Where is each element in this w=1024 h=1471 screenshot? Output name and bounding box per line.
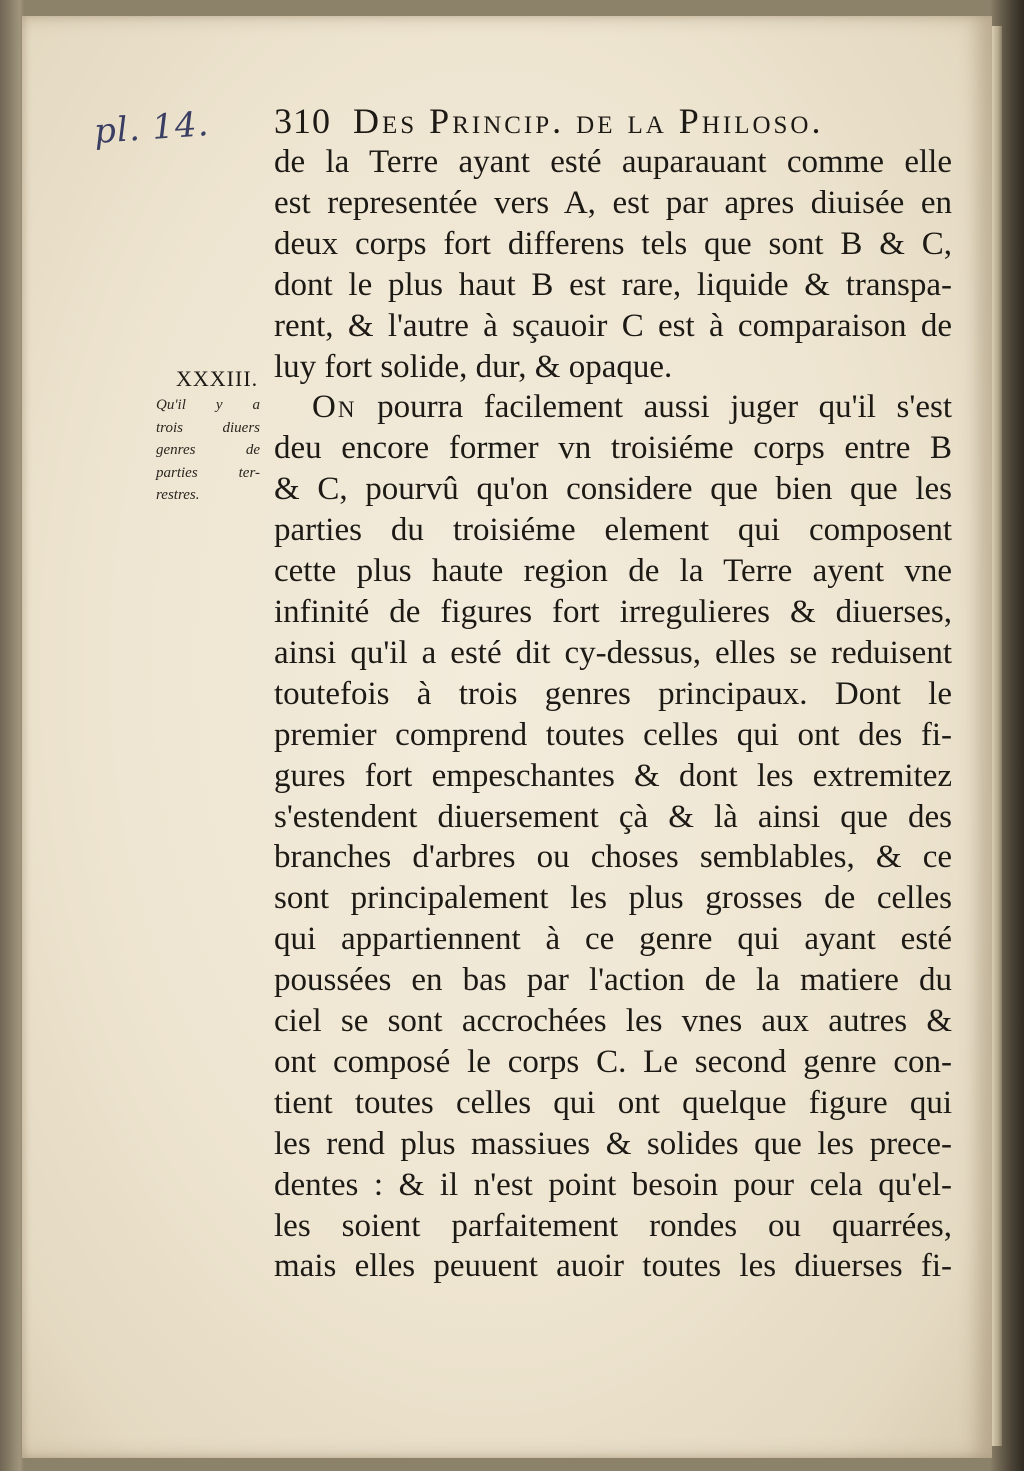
marginal-note [156,394,266,507]
text-line: gures fort empeschantes & dont les extremitez [274,757,952,794]
text-line: branches d'arbres ou choses semblables, & ce [274,839,952,876]
text-line: toutefois à trois genres principaux. Dont le [274,675,952,712]
text-line: luy fort solide, dur, & opaque. [274,348,673,385]
text-line: de la Terre ayant esté auparauant comme elle [274,144,952,180]
text-line: tient toutes celles qui ont quelque figure qui [274,1084,952,1121]
text-line: ont composé le corps C. Le second genre con- [274,1043,952,1080]
page-number: 310 [274,101,331,141]
text-line: est representée vers A, est par apres diuisée en [274,184,952,221]
body-text [274,142,952,1287]
running-title: Des Princip. de la Philoso. [353,101,824,141]
marginal-note-line: trois diuers [156,419,260,436]
text-line: qui appartiennent à ce genre qui ayant esté [274,921,952,958]
paragraph-opening-word: On [312,389,357,426]
page-edge [992,26,1002,1446]
text-line: poussées en bas par l'action de la matiere du [274,962,952,999]
running-header [274,100,954,142]
text-line: ainsi qu'il a esté dit cy-dessus, elles se reduisent [274,634,952,671]
marginal-note-line: parties ter- [156,464,260,481]
text-line: infinité de figures fort irregulieres & diuerses, [274,593,952,630]
manuscript-plate-note: pl. 14. [92,104,211,152]
text-line: dont le plus haut B est rare, liquide & transpa- [274,266,952,303]
marginal-note-line: genres de [156,442,260,458]
text-line: parties du troisiéme element qui composent [274,512,952,549]
text-line: s'estendent diuersement çà & là ainsi que des [274,798,952,835]
article-number: XXXIII. [176,366,259,391]
text-line: dentes : & il n'est point besoin pour cela qu'el- [274,1166,952,1203]
text-line: premier comprend toutes celles qui ont des fi- [274,716,952,753]
text-line: les rend plus massiues & solides que les prece- [274,1125,952,1162]
text-line: deu encore former vn troisiéme corps entre B [274,430,952,467]
text-line-rest: pourra facilement aussi juger qu'il s'est [377,389,952,426]
text-line: les soient parfaitement rondes ou quarrées, [274,1207,952,1244]
text-line: rent, & l'autre à sçauoir C est à comparaison de [274,307,952,344]
marginal-note-line: Qu'il y a [156,397,260,413]
paragraph-first-line [274,387,952,428]
text-line: sont principalement les plus grosses de celles [274,880,952,917]
text-line: & C, pourvû qu'on considere que bien que les [274,471,952,508]
text-line: ciel se sont accrochées les vnes aux autres & [274,1003,952,1040]
text-line: deux corps fort differens tels que sont B & C, [274,225,952,262]
text-line: mais elles peuuent auoir toutes les diuerses fi- [274,1248,952,1285]
text-line: cette plus haute region de la Terre ayent vne [274,553,952,590]
marginal-note-line: restres. [156,487,200,503]
